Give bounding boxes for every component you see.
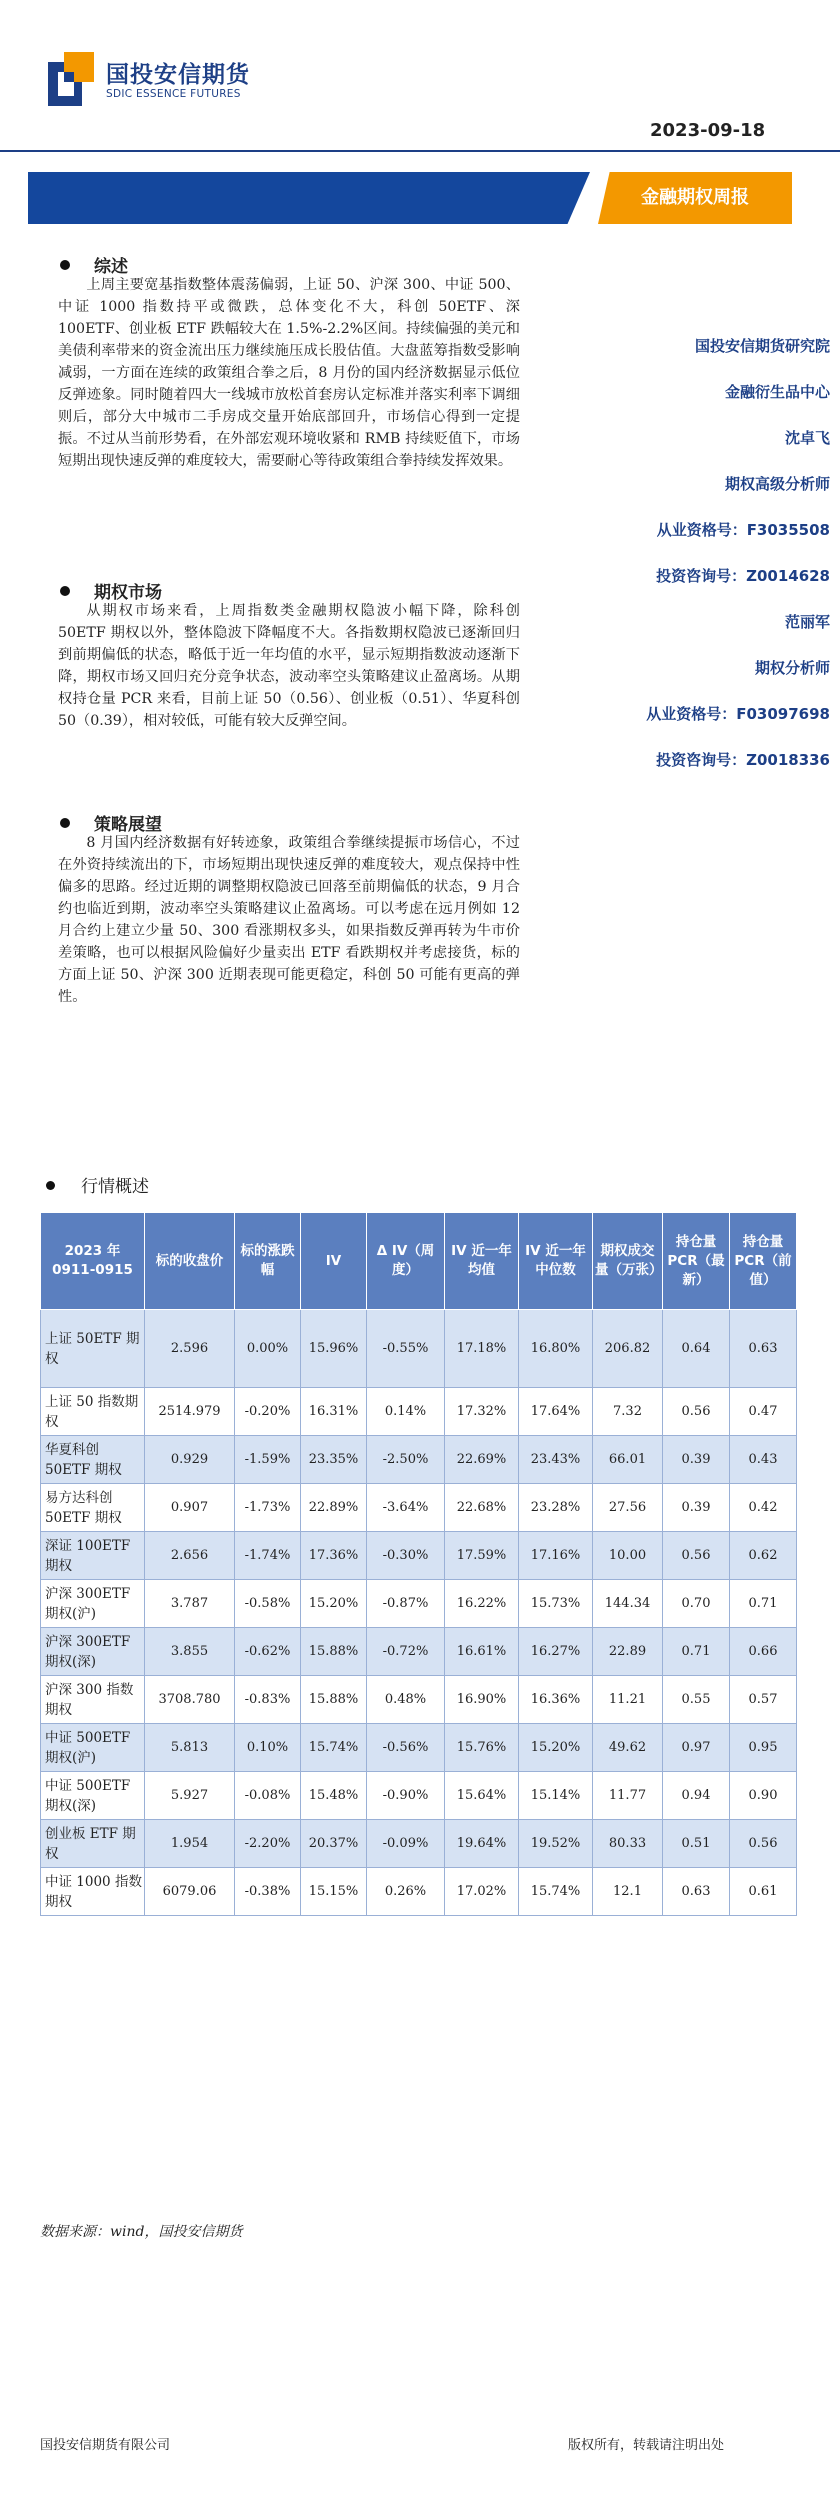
cell-pcr-new: 0.51 xyxy=(663,1820,730,1868)
cell-close: 2.596 xyxy=(145,1310,235,1388)
col-header-pcr-latest: 持仓量 PCR（最新） xyxy=(663,1213,730,1310)
col-header-volume: 期权成交量（万张） xyxy=(593,1213,663,1310)
cell-pcr-new: 0.56 xyxy=(663,1388,730,1436)
cell-chg: -0.38% xyxy=(235,1868,301,1916)
cell-pcr-prev: 0.42 xyxy=(730,1484,797,1532)
cell-median: 23.43% xyxy=(519,1436,593,1484)
cell-vol: 66.01 xyxy=(593,1436,663,1484)
cell-iv: 15.74% xyxy=(301,1724,367,1772)
cell-div: -2.50% xyxy=(367,1436,445,1484)
table-row xyxy=(41,1388,797,1436)
cell-iv: 15.88% xyxy=(301,1628,367,1676)
cell-pcr-new: 0.97 xyxy=(663,1724,730,1772)
table-row xyxy=(41,1310,797,1388)
header-divider xyxy=(0,150,840,152)
cell-pcr-prev: 0.56 xyxy=(730,1820,797,1868)
data-source-note: 数据来源：wind，国投安信期货 xyxy=(40,2224,243,2240)
cell-name: 上证 50ETF 期权 xyxy=(41,1310,145,1388)
analyst-sidebar xyxy=(580,332,830,792)
cell-median: 17.16% xyxy=(519,1532,593,1580)
cell-pcr-new: 0.63 xyxy=(663,1868,730,1916)
cell-chg: -1.74% xyxy=(235,1532,301,1580)
sidebar-analyst-2-title: 期权分析师 xyxy=(754,659,830,677)
cell-vol: 22.89 xyxy=(593,1628,663,1676)
col-header-iv-median: IV 近一年中位数 xyxy=(519,1213,593,1310)
cell-mean: 16.61% xyxy=(445,1628,519,1676)
cell-pcr-prev: 0.90 xyxy=(730,1772,797,1820)
cell-chg: -0.62% xyxy=(235,1628,301,1676)
cell-median: 15.73% xyxy=(519,1580,593,1628)
cell-div: -3.64% xyxy=(367,1484,445,1532)
cell-median: 16.27% xyxy=(519,1628,593,1676)
cell-mean: 17.02% xyxy=(445,1868,519,1916)
table-row xyxy=(41,1772,797,1820)
cell-pcr-new: 0.94 xyxy=(663,1772,730,1820)
cell-close: 3.787 xyxy=(145,1580,235,1628)
cell-pcr-prev: 0.95 xyxy=(730,1724,797,1772)
cell-vol: 206.82 xyxy=(593,1310,663,1388)
cell-close: 3708.780 xyxy=(145,1676,235,1724)
cell-median: 23.28% xyxy=(519,1484,593,1532)
cell-pcr-new: 0.71 xyxy=(663,1628,730,1676)
cell-vol: 11.21 xyxy=(593,1676,663,1724)
brand-name-en: SDIC ESSENCE FUTURES xyxy=(106,88,241,100)
col-header-delta-iv: Δ IV（周度） xyxy=(367,1213,445,1310)
cell-pcr-new: 0.64 xyxy=(663,1310,730,1388)
cell-chg: -0.20% xyxy=(235,1388,301,1436)
cell-pcr-new: 0.39 xyxy=(663,1484,730,1532)
cell-mean: 15.76% xyxy=(445,1724,519,1772)
cell-name: 中证 1000 指数期权 xyxy=(41,1868,145,1916)
cell-div: -0.87% xyxy=(367,1580,445,1628)
table-row xyxy=(41,1676,797,1724)
market-overview-table xyxy=(40,1212,797,1916)
banner-blue-bar xyxy=(28,172,590,224)
cell-div: -0.90% xyxy=(367,1772,445,1820)
cell-name: 深证 100ETF 期权 xyxy=(41,1532,145,1580)
cell-iv: 20.37% xyxy=(301,1820,367,1868)
cell-close: 6079.06 xyxy=(145,1868,235,1916)
cell-pcr-prev: 0.57 xyxy=(730,1676,797,1724)
cell-pcr-new: 0.55 xyxy=(663,1676,730,1724)
cell-pcr-prev: 0.62 xyxy=(730,1532,797,1580)
company-logo xyxy=(48,52,248,112)
cell-mean: 15.64% xyxy=(445,1772,519,1820)
section-summary-body: 上周主要宽基指数整体震荡偏弱，上证 50、沪深 300、中证 500、中证 1000 指数持平或微跌，总体变化不大，科创 50ETF、深 100ETF、创业板 ETF 跌幅较大在 1.5%-2.2%区间。持续偏强的美元和美债利率带来的资金流出压力继续施压成长股估值。大盘蓝筹指数受影响减弱，一方面在连续的政策组合拳之后，8 月份的国内经济数据显示低位反弹迹象。同时随着四大一线城市放松首套房认定标准并落实利率下调细则后，部分大中城市二手房成交量开始底部回升，市场信心得到一定提振。不过从当前形势看，在外部宏观环境收紧和 RMB 持续贬值下，市场短期出现快速反弹的难度较大，需要耐心等待政策组合拳持续发挥效果。 xyxy=(58,277,520,469)
cell-close: 2.656 xyxy=(145,1532,235,1580)
cell-iv: 16.31% xyxy=(301,1388,367,1436)
col-header-iv-mean: IV 近一年均值 xyxy=(445,1213,519,1310)
cell-pcr-prev: 0.66 xyxy=(730,1628,797,1676)
sidebar-institute: 国投安信期货研究院 xyxy=(694,337,830,355)
section-summary-title: 综述 xyxy=(94,257,128,277)
cell-mean: 19.64% xyxy=(445,1820,519,1868)
sidebar-analyst-1-name: 沈卓飞 xyxy=(784,429,830,447)
cell-name: 沪深 300 指数期权 xyxy=(41,1676,145,1724)
cell-name: 沪深 300ETF 期权(深) xyxy=(41,1628,145,1676)
cell-iv: 22.89% xyxy=(301,1484,367,1532)
table-row xyxy=(41,1820,797,1868)
cell-name: 沪深 300ETF 期权(沪) xyxy=(41,1580,145,1628)
cell-chg: -0.58% xyxy=(235,1580,301,1628)
table-section-title: 行情概述 xyxy=(81,1177,149,1197)
cell-pcr-new: 0.56 xyxy=(663,1532,730,1580)
cell-mean: 22.68% xyxy=(445,1484,519,1532)
col-header-pcr-prev: 持仓量 PCR（前值） xyxy=(730,1213,797,1310)
sidebar-analyst-1-consult: 投资咨询号：Z0014628 xyxy=(656,567,830,585)
cell-pcr-prev: 0.61 xyxy=(730,1868,797,1916)
footer-copyright: 版权所有，转载请注明出处 xyxy=(568,2438,725,2453)
cell-iv: 15.96% xyxy=(301,1310,367,1388)
cell-iv: 17.36% xyxy=(301,1532,367,1580)
col-header-period: 2023 年 0911-0915 xyxy=(41,1213,145,1310)
cell-chg: -0.83% xyxy=(235,1676,301,1724)
cell-chg: -2.20% xyxy=(235,1820,301,1868)
cell-name: 易方达科创 50ETF 期权 xyxy=(41,1484,145,1532)
footer-company: 国投安信期货有限公司 xyxy=(40,2438,171,2453)
cell-name: 中证 500ETF 期权(深) xyxy=(41,1772,145,1820)
cell-pcr-prev: 0.43 xyxy=(730,1436,797,1484)
cell-pcr-prev: 0.47 xyxy=(730,1388,797,1436)
cell-close: 5.813 xyxy=(145,1724,235,1772)
cell-median: 15.14% xyxy=(519,1772,593,1820)
section-market-title: 期权市场 xyxy=(94,583,162,603)
sidebar-analyst-1-license: 从业资格号：F3035508 xyxy=(656,521,830,539)
sidebar-center: 金融衍生品中心 xyxy=(724,383,830,401)
cell-close: 2514.979 xyxy=(145,1388,235,1436)
table-row xyxy=(41,1724,797,1772)
cell-name: 华夏科创 50ETF 期权 xyxy=(41,1436,145,1484)
cell-iv: 23.35% xyxy=(301,1436,367,1484)
cell-vol: 7.32 xyxy=(593,1388,663,1436)
cell-iv: 15.88% xyxy=(301,1676,367,1724)
cell-name: 上证 50 指数期权 xyxy=(41,1388,145,1436)
cell-iv: 15.20% xyxy=(301,1580,367,1628)
cell-div: 0.26% xyxy=(367,1868,445,1916)
cell-chg: -0.08% xyxy=(235,1772,301,1820)
cell-pcr-prev: 0.71 xyxy=(730,1580,797,1628)
cell-iv: 15.48% xyxy=(301,1772,367,1820)
cell-vol: 80.33 xyxy=(593,1820,663,1868)
cell-close: 1.954 xyxy=(145,1820,235,1868)
cell-vol: 12.1 xyxy=(593,1868,663,1916)
cell-div: -0.56% xyxy=(367,1724,445,1772)
cell-median: 16.36% xyxy=(519,1676,593,1724)
cell-div: -0.72% xyxy=(367,1628,445,1676)
cell-mean: 16.22% xyxy=(445,1580,519,1628)
table-row xyxy=(41,1532,797,1580)
cell-mean: 17.32% xyxy=(445,1388,519,1436)
cell-mean: 17.18% xyxy=(445,1310,519,1388)
cell-median: 16.80% xyxy=(519,1310,593,1388)
section-market-body: 从期权市场来看，上周指数类金融期权隐波小幅下降，除科创 50ETF 期权以外，整体隐波下降幅度不大。各指数期权隐波已逐渐回归到前期偏低的状态，略低于近一年均值的水平，显示短期指数波动逐渐下降，期权市场又回归充分竞争状态，波动率空头策略建议止盈离场。从期权持仓量 PCR 来看，目前上证 50（0.56）、创业板（0.51）、华夏科创 50（0.39），相对较低，可能有较大反弹空间。 xyxy=(58,603,520,729)
cell-vol: 10.00 xyxy=(593,1532,663,1580)
cell-median: 15.20% xyxy=(519,1724,593,1772)
col-header-close: 标的收盘价 xyxy=(145,1213,235,1310)
bullet-icon xyxy=(60,818,70,828)
table-row xyxy=(41,1868,797,1916)
col-header-change: 标的涨跌幅 xyxy=(235,1213,301,1310)
cell-vol: 49.62 xyxy=(593,1724,663,1772)
report-title: 金融期权周报 xyxy=(641,187,749,208)
table-row xyxy=(41,1628,797,1676)
bullet-icon xyxy=(60,586,70,596)
sidebar-analyst-1-title: 期权高级分析师 xyxy=(724,475,830,493)
logo-mark-icon xyxy=(48,52,94,106)
cell-chg: -1.59% xyxy=(235,1436,301,1484)
table-row xyxy=(41,1580,797,1628)
sidebar-analyst-2-name: 范丽军 xyxy=(784,613,830,631)
cell-iv: 15.15% xyxy=(301,1868,367,1916)
table-row xyxy=(41,1436,797,1484)
cell-chg: -1.73% xyxy=(235,1484,301,1532)
brand-name-cn: 国投安信期货 xyxy=(106,62,250,88)
section-strategy-title: 策略展望 xyxy=(94,815,162,835)
cell-chg: 0.00% xyxy=(235,1310,301,1388)
cell-median: 15.74% xyxy=(519,1868,593,1916)
report-date: 2023-09-18 xyxy=(650,120,766,141)
cell-pcr-new: 0.39 xyxy=(663,1436,730,1484)
cell-mean: 16.90% xyxy=(445,1676,519,1724)
cell-vol: 11.77 xyxy=(593,1772,663,1820)
cell-pcr-prev: 0.63 xyxy=(730,1310,797,1388)
report-banner xyxy=(0,172,840,228)
cell-median: 17.64% xyxy=(519,1388,593,1436)
table-section-heading xyxy=(46,1172,149,1197)
cell-div: -0.30% xyxy=(367,1532,445,1580)
cell-div: -0.09% xyxy=(367,1820,445,1868)
cell-pcr-new: 0.70 xyxy=(663,1580,730,1628)
cell-mean: 22.69% xyxy=(445,1436,519,1484)
cell-close: 3.855 xyxy=(145,1628,235,1676)
cell-close: 5.927 xyxy=(145,1772,235,1820)
cell-median: 19.52% xyxy=(519,1820,593,1868)
cell-name: 中证 500ETF 期权(沪) xyxy=(41,1724,145,1772)
cell-name: 创业板 ETF 期权 xyxy=(41,1820,145,1868)
table-row xyxy=(41,1484,797,1532)
cell-div: 0.48% xyxy=(367,1676,445,1724)
cell-vol: 27.56 xyxy=(593,1484,663,1532)
table-header-row xyxy=(41,1213,797,1310)
cell-mean: 17.59% xyxy=(445,1532,519,1580)
cell-chg: 0.10% xyxy=(235,1724,301,1772)
cell-div: 0.14% xyxy=(367,1388,445,1436)
cell-div: -0.55% xyxy=(367,1310,445,1388)
col-header-iv: IV xyxy=(301,1213,367,1310)
cell-close: 0.907 xyxy=(145,1484,235,1532)
sidebar-analyst-2-consult: 投资咨询号：Z0018336 xyxy=(656,751,830,769)
cell-close: 0.929 xyxy=(145,1436,235,1484)
cell-vol: 144.34 xyxy=(593,1580,663,1628)
bullet-icon xyxy=(60,260,70,270)
section-strategy-body: 8 月国内经济数据有好转迹象，政策组合拳继续提振市场信心，不过在外资持续流出的下，市场短期出现快速反弹的难度较大，观点保持中性偏多的思路。经过近期的调整期权隐波已回落至前期偏低的状态，9 月合约也临近到期，波动率空头策略建议止盈离场。可以考虑在远月例如 12 月合约上建立少量 50、300 看涨期权多头，如果指数反弹再转为牛市价差策略，也可以根据风险偏好少量卖出 ETF 看跌期权并考虑接货，标的方面上证 50、沪深 300 近期表现可能更稳定，科创 50 可能有更高的弹性。 xyxy=(58,835,520,1005)
bullet-icon xyxy=(46,1181,55,1190)
sidebar-analyst-2-license: 从业资格号：F03097698 xyxy=(646,705,830,723)
